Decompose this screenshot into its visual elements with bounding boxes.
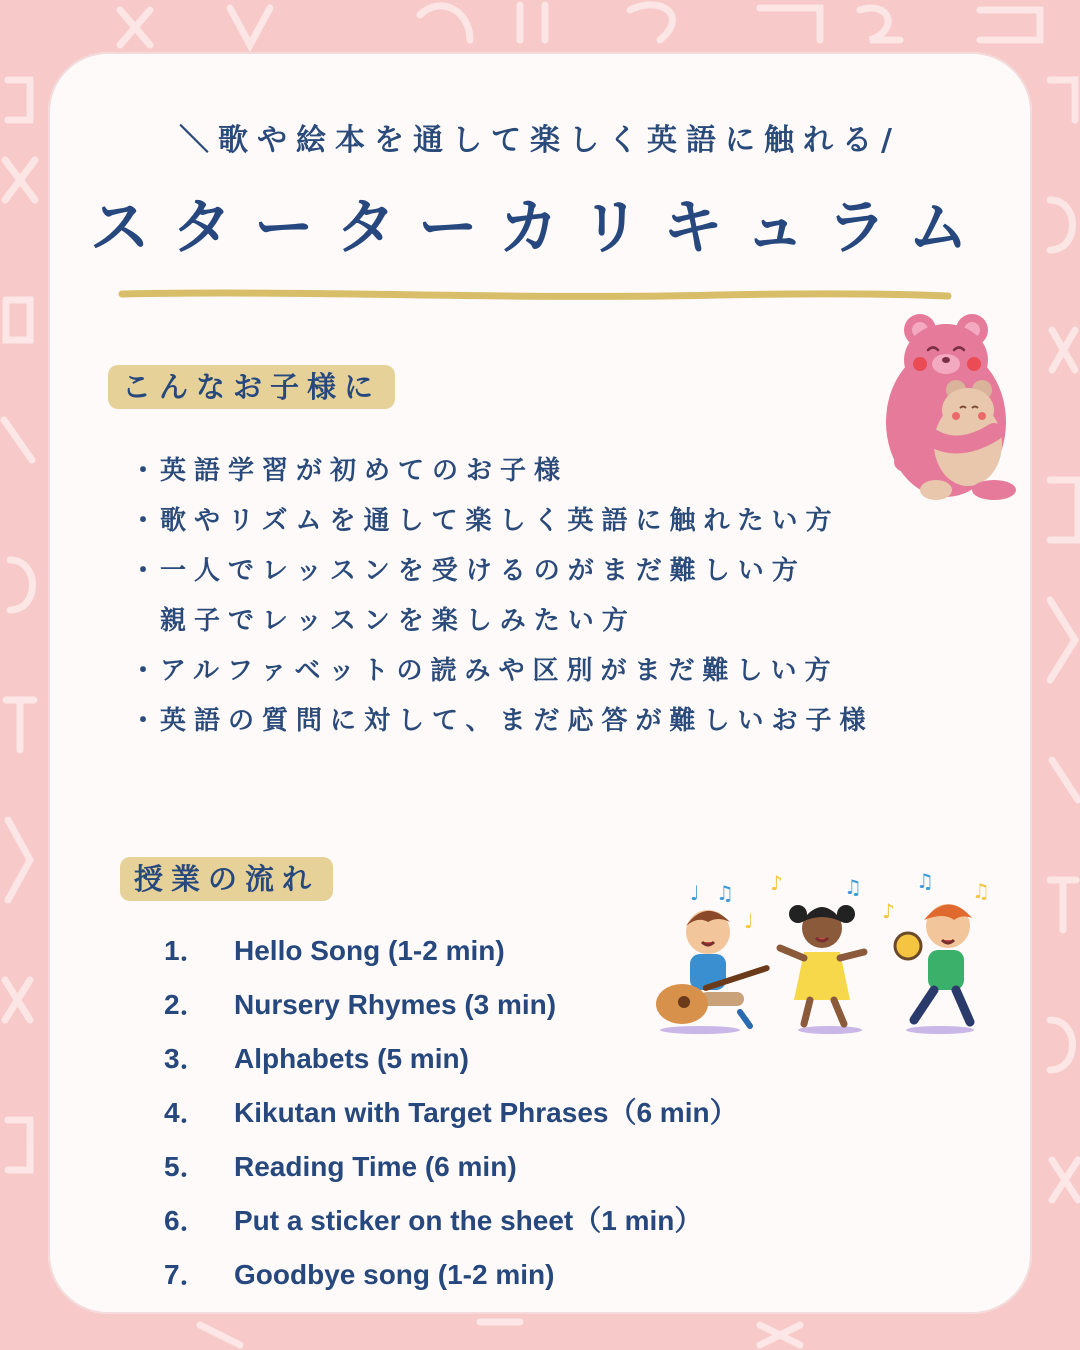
list-item: 親子でレッスンを楽しみたい方 <box>160 606 636 636</box>
list-item: ・ アルファベットの読みや区別がまだ難しい方 <box>129 656 839 686</box>
page-title: スターターカリキュラム <box>89 193 991 263</box>
list-item: 4． Kikutan with Target Phrases（6 min） <box>164 1097 738 1128</box>
list-item: 7． Goodbye song (1-2 min) <box>164 1259 555 1290</box>
svg-text:♫: ♫ <box>916 869 934 893</box>
list-item: 2． Nursery Rhymes (3 min) <box>164 989 557 1020</box>
list-item: ・ 英語学習が初めてのお子様 <box>129 456 569 486</box>
title-underline <box>118 286 954 306</box>
svg-text:♩: ♩ <box>690 881 700 905</box>
list-item: ・ 歌やリズムを通して楽しく英語に触れたい方 <box>129 506 840 536</box>
list-item: ・ 英語の質問に対して、まだ応答が難しいお子様 <box>129 706 874 736</box>
list-item: 6． Put a sticker on the sheet（1 min） <box>164 1205 703 1236</box>
svg-text:♪: ♪ <box>770 871 783 895</box>
svg-text:♫: ♫ <box>844 875 862 899</box>
section-label-target: こんなお子様に <box>108 365 395 409</box>
list-item: ・ 一人でレッスンを受けるのがまだ難しい方 <box>129 556 806 586</box>
pink-bear-hugging-teddy-icon <box>884 312 1024 502</box>
svg-text:♫: ♫ <box>716 881 734 905</box>
children-making-music-icon <box>650 868 990 1038</box>
svg-text:♪: ♪ <box>882 899 895 923</box>
svg-text:♫: ♫ <box>972 879 990 903</box>
subtitle: ＼歌や絵本を通して楽しく英語に触れる/ <box>179 123 901 158</box>
list-item: 1． Hello Song (1-2 min) <box>164 935 505 966</box>
list-item: 3． Alphabets (5 min) <box>164 1043 469 1074</box>
section-label-flow: 授業の流れ <box>120 857 333 901</box>
list-item: 5． Reading Time (6 min) <box>164 1151 517 1182</box>
target-list <box>126 446 873 746</box>
svg-text:♩: ♩ <box>744 909 754 933</box>
